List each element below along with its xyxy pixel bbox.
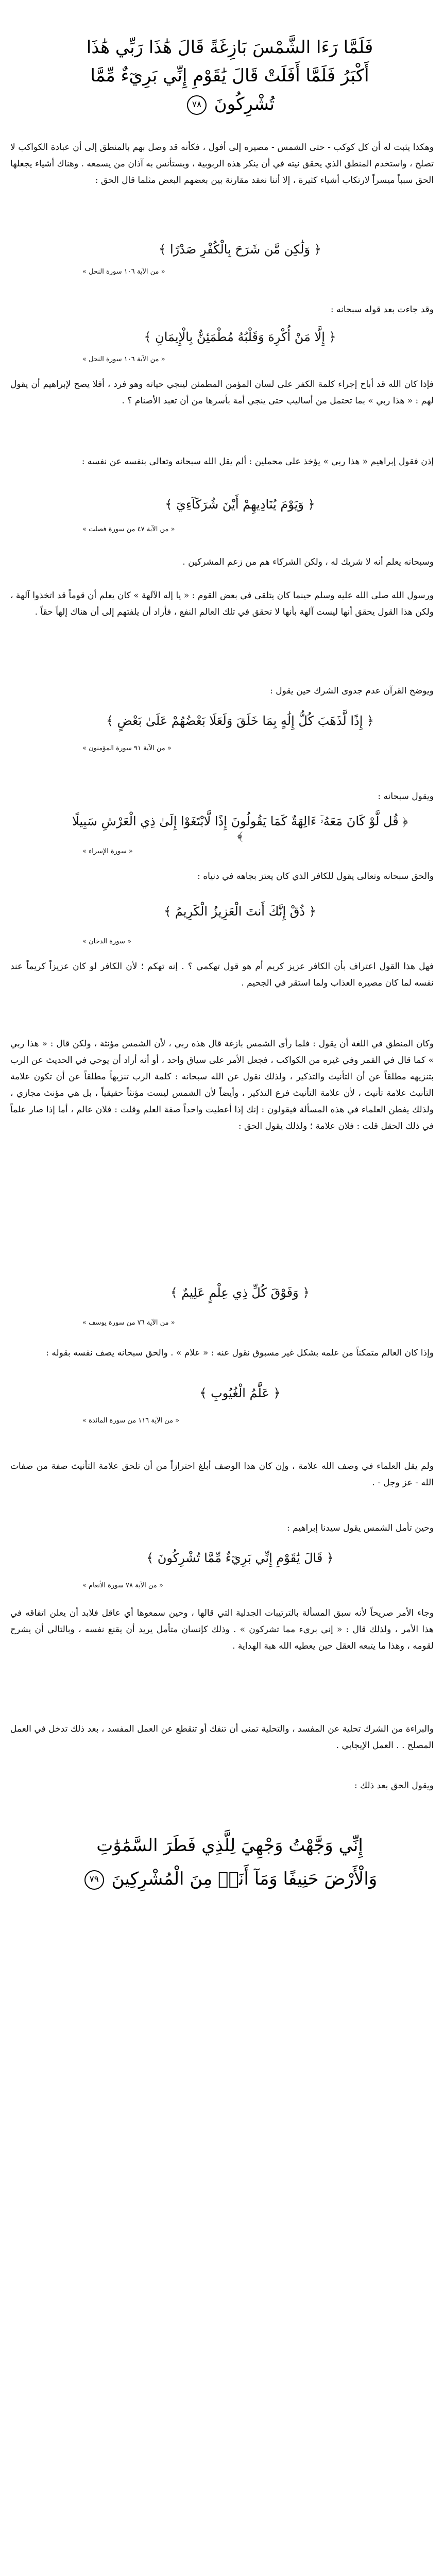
bottom-verse-line-1: إِنِّي وَجَّهْتُ وَجْهِيَ لِلَّذِي فَطَرَ السَّمَٰوَٰتِ [96, 1835, 363, 1856]
verse-reference: « سورة الدخان » [82, 938, 131, 945]
paragraph: وإذا كان العالم متمكناً من علمه بشكل غير مسبوق نقول عنه : « علام » . والحق سبحانه يصف نفسه بقوله : [46, 1348, 434, 1358]
bottom-verse-line-2-wrap [36, 1868, 423, 1890]
paragraph: والحق سبحانه وتعالى يقول للكافر الذي كان يعتز بجاهه في دنياه : [197, 871, 434, 882]
paragraph: إذن فقول إبراهيم « هذا ربي » يؤخذ على محملين : ألم يقل الله سبحانه وتعالى بنفسه عن نفسه : [81, 456, 434, 467]
paragraph: وهكذا يثبت له أن كل كوكب - حتى الشمس - مصيره إلى أفول ، فكأنه قد وصل بهم بالمنطق إلى أن عبادة الكواكب لا تصلح ، واستخدم المنطق الذي يحقق نيته في أن ينكر هذه الربوبية ، ويستأنس به آذان من يسمعه . وهناك أشياء يجعلها الحق سبباً ميسراً لارتكاب أشياء كثيرة ، إلا أننا نعقد مقارنة بين بعضهم البعض مثلما قال الحق : [10, 142, 434, 185]
ayah-number-badge: ٧٩ [84, 1870, 104, 1890]
paragraph: وقد جاءت بعد قوله سبحانه : [330, 304, 434, 315]
paragraph: فهل هذا القول اعتراف بأن الكافر عزيز كريم أم هو قول تهكمي ؟ . إنه تهكم ؛ لأن الكافر لو كان عزيزاً كريماً عند نفسه لما كان مصيره العذاب ولما استقر في الجحيم . [10, 961, 434, 988]
paragraph: ويوضح القرآن عدم جدوى الشرك حين يقول : [270, 686, 434, 696]
quran-quote: ﴿ عَلَّٰمُ الْغُيُوبِ ﴾ [199, 1386, 281, 1400]
paragraph: وكان المنطق في اللغة أن يقول : فلما رأى الشمس بازغة قال هذه ربي ، لأن الشمس مؤنثة ، ولكن قال : « هذا ربي » كما قال في القمر وفي غيره من الكواكب ، فجعل الأمر على سياق واحد ، أو أنه أراد أن يوحي في الحديث عن الرب بتنزيهه مطلقاً عن أن التأنيث والتذكير ، ولذلك نقول عن الله سبحانه : كلمة الرب تنزيهاً مطلقاً عن أن تكون علامة التأنيث علامة تأنيث ، لأن علامة التأنيث فرع التذكير ، وأيضاً لأن الشمس ليست مؤنثاً حقيقياً ، بل هي مؤنث مجازي ، ولذلك يفطن العلماء في هذه المسألة فيقولون : إنك إذا أعطيت واحداً صفة العلم وقلت : فلان عالم ، أما إذا صار علماً في ذلك الحقل قلت : فلان علامة ؛ ولذلك يقول الحق : [10, 1039, 434, 1131]
paragraph: فإذا كان الله قد أباح إجراء كلمة الكفر على لسان المؤمن المطمئن لينجي حياته وهو فرد ، أفلا يصح لإبراهيم أن يقول لهم : « هذا ربي » بما تحتمل من أساليب حتى ينجي أمة بأسرها من أن تعبد الأصنام ؟ . [10, 379, 434, 406]
verse-reference: « سورة الإسراء » [82, 848, 133, 855]
top-verse-line-3-wrap [36, 93, 423, 115]
paragraph: والبراءة من الشرك تحلية عن المفسد ، والتحلية تمنى أن تنفك أو تنقطع عن العمل المفسد ، بعد ذلك تدخل في العمل المصلح . . العمل الإيجابي . [10, 1724, 434, 1751]
quran-quote: ﴿ وَلَٰكِن مَّن شَرَحَ بِالْكُفْرِ صَدْرًا ﴾ [159, 242, 321, 257]
quran-quote: ﴿ وَفَوْقَ كُلِّ ذِي عِلْمٍ عَلِيمٌ ﴾ [170, 1285, 310, 1300]
quran-quote: ﴿ إِذًا لَّذَهَبَ كُلُّ إِلَٰهٍ بِمَا خَلَقَ وَلَعَلَا بَعْضُهُمْ عَلَىٰ بَعْضٍ ﴾ [106, 714, 374, 728]
paragraph: ورسول الله صلى الله عليه وسلم حينما كان يتلقى في بعض القوم : « يا إله الآلهة » كان يعلم أن قوماً قد اتخذوا آلهة ، ولكن هذا القول يحقق أنها ليست آلهة بأنها لا تحقق في تلك العالم النفع ، فأراد أن يلفتهم إلى أن هناك إلهاً حقاً . [10, 590, 434, 617]
ayah-number-badge: ٧٨ [187, 95, 207, 115]
verse-reference: « من الآية ٤٧ من سورة فصلت » [82, 526, 175, 533]
paragraph: وجاء الأمر صريحاً لأنه سبق المسألة بالترتيبات الجدلية التي قالها ، وحين سمعوها أي عاقل فلابد أن يعلن اتفاقه في هذا الأمر ، ولذلك قال : « إني بريء مما تشركون » . وذلك كإنسان متأمل يريد أن يقنع نفسه ، وبالتالي أن يشرح لقومه ، وهذا ما يتبعه العقل حين يعطيه الله هبة الهداية . [10, 1608, 434, 1651]
top-verse-line-3: تُشْرِكُونَ [214, 94, 275, 114]
quran-quote: ﴿ وَيَوْمَ يُنَادِيهِمْ أَيْنَ شُرَكَآءِيَ ﴾ [165, 497, 315, 512]
bottom-verse-line-2: وَالْأَرْضَ حَنِيفًا وَمَآ أَنَا۠ مِنَ الْمُشْرِكِينَ [111, 1869, 378, 1889]
paragraph: ولم يقل العلماء في وصف الله علامة ، وإن كان هذا الوصف أبلغ احترازاً من أن تلحق علامة التأنيث صفة من صفات الله - عز وجل - . [10, 1461, 434, 1488]
verse-reference: « من الآية ٧٨ سورة الأنعام » [82, 1582, 163, 1589]
paragraph: ويقول سبحانه : [378, 791, 434, 802]
quran-quote: ﴿ إِلَّا مَنْ أُكْرِهَ وَقَلْبُهُ مُطْمَئِنٌّ بِالْإِيمَانِ ﴾ [144, 330, 336, 344]
quran-quote: ﴿ ذُقْ إِنَّكَ أَنتَ الْعَزِيزُ الْكَرِيمُ ﴾ [164, 904, 316, 919]
verse-reference: « من الآية ١٠٦ سورة النحل » [82, 268, 165, 276]
paragraph: وسبحانه يعلم أنه لا شريك له ، ولكن الشركاء هم من زعم المشركين . [182, 557, 434, 567]
top-verse-line-2: أَكْبَرُ فَلَمَّا أَفَلَتْ قَالَ يَٰقَوْمِ إِنِّي بَرِيٓءٌ مِّمَّا [90, 65, 369, 86]
quran-quote: ﴿ قُل لَّوْ كَانَ مَعَهُۥٓ ءَالِهَةٌ كَمَا يَقُولُونَ إِذًا لَّابْتَغَوْا إِلَىٰ ذِي الْعَرْشِ سَبِيلًا ﴾ [72, 814, 408, 843]
verse-reference: « من الآية ١١٦ من سورة المائدة » [82, 1417, 180, 1425]
quran-quote: ﴿ قَالَ يَٰقَوْمِ إِنِّي بَرِيٓءٌ مِّمَّا تُشْرِكُونَ ﴾ [146, 1551, 334, 1565]
verse-reference: « من الآية ١٠٦ سورة النحل » [82, 355, 165, 363]
paragraph: ويقول الحق بعد ذلك : [354, 1781, 434, 1791]
top-verse-line-1: فَلَمَّا رَءَا الشَّمْسَ بَازِغَةً قَالَ هَٰذَا رَبِّي هَٰذَا [86, 37, 373, 58]
verse-reference: « من الآية ٩١ سورة المؤمنون » [82, 744, 172, 752]
verse-reference: « من الآية ٧٦ من سورة يوسف » [82, 1319, 175, 1327]
paragraph: وحين تأمل الشمس يقول سيدنا إبراهيم : [286, 1523, 434, 1533]
